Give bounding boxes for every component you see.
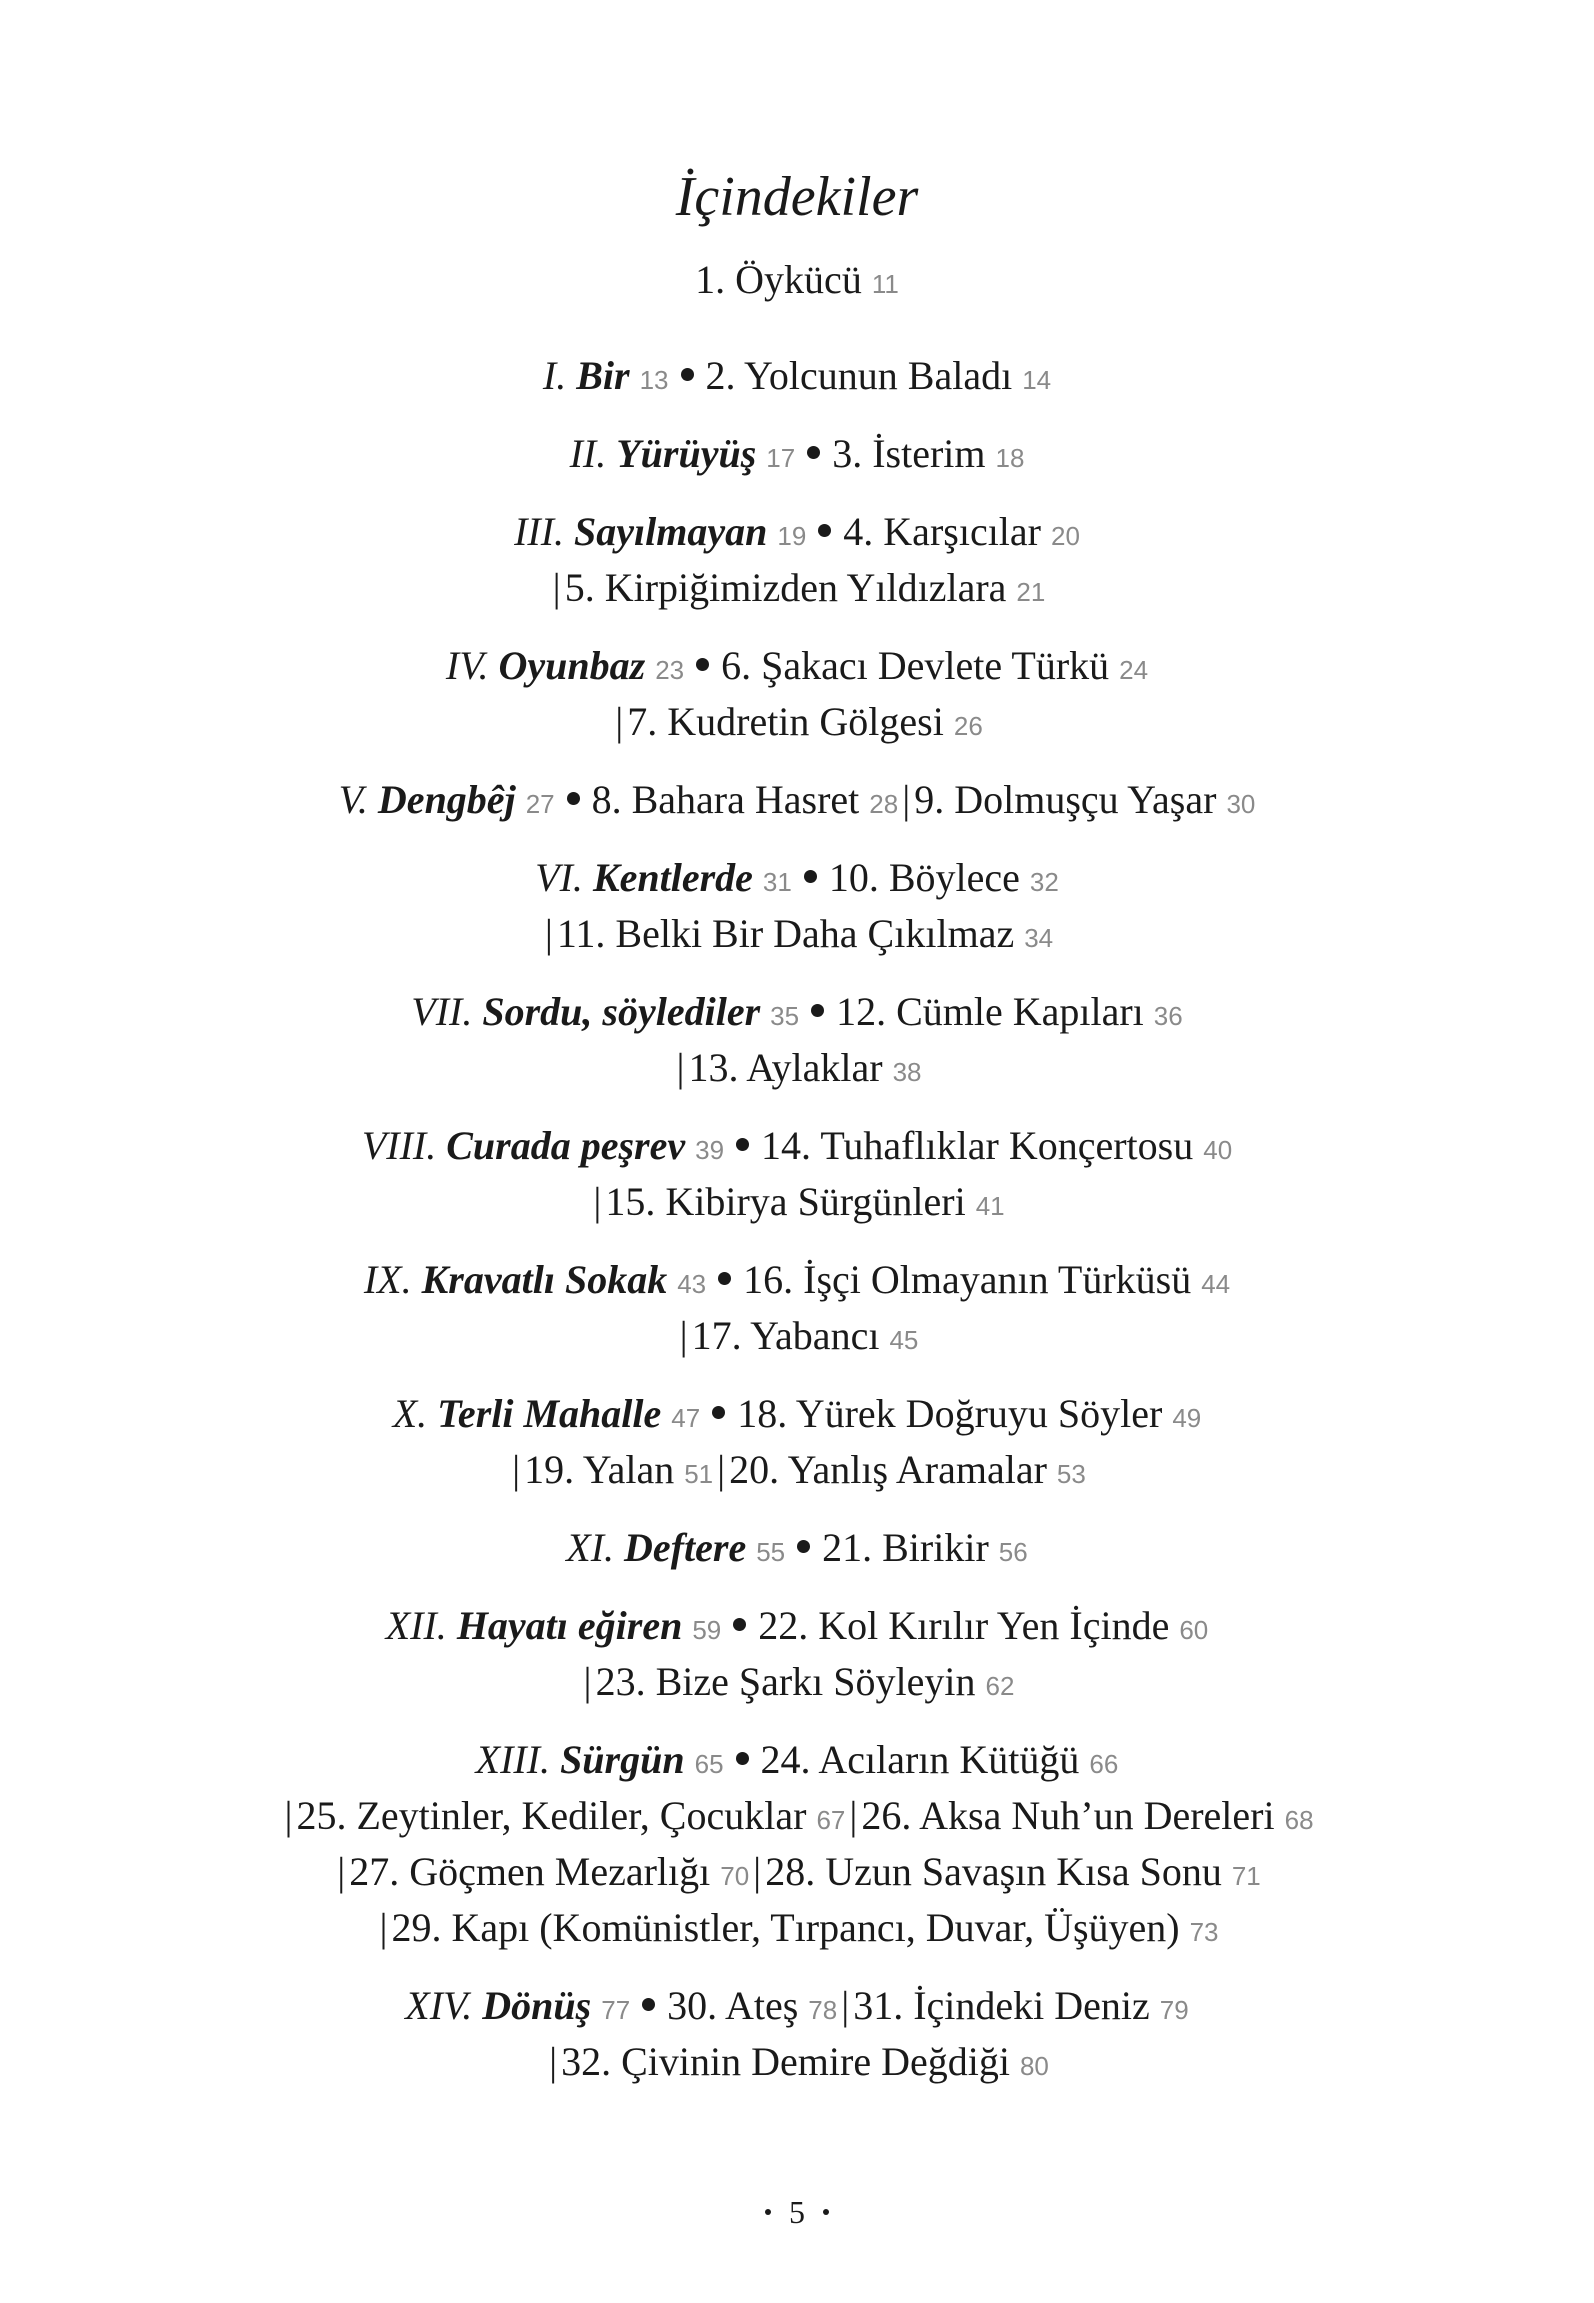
toc-line xyxy=(0,504,1594,564)
toc-entry: 22. Kol Kırılır Yen İçinde 60 xyxy=(758,1603,1209,1648)
page-ref: 30 xyxy=(1226,789,1256,819)
section-heading: IV. Oyunbaz 23 xyxy=(445,643,685,688)
section-heading: II. Yürüyüş 17 xyxy=(569,431,796,476)
bullet-icon xyxy=(712,1406,725,1419)
toc-entry: 11. Belki Bir Daha Çıkılmaz 34 xyxy=(556,911,1054,956)
toc-line xyxy=(0,1788,1594,1848)
page-ref: 32 xyxy=(1029,867,1059,897)
separator: | xyxy=(841,1983,850,2028)
page-ref: 38 xyxy=(892,1057,922,1087)
toc-line xyxy=(0,1654,1594,1714)
separator: | xyxy=(676,1045,685,1090)
bullet-icon xyxy=(736,1138,749,1151)
toc-entry: 31. İçindeki Deniz 79 xyxy=(853,1983,1189,2028)
page-ref: 26 xyxy=(953,711,983,741)
page-ref: 79 xyxy=(1159,1995,1189,2025)
section-heading: IX. Kravatlı Sokak 43 xyxy=(363,1257,707,1302)
toc-entry: 1. Öykücü 11 xyxy=(695,257,899,302)
bullet-icon xyxy=(696,658,709,671)
page-number: 5 xyxy=(789,2194,805,2230)
page-ref: 45 xyxy=(889,1325,919,1355)
toc-entry: 13. Aylaklar 38 xyxy=(688,1045,922,1090)
page-ref: 36 xyxy=(1153,1001,1183,1031)
separator: | xyxy=(849,1793,858,1838)
page-ref: 28 xyxy=(869,789,899,819)
page-ref: 71 xyxy=(1231,1861,1261,1891)
toc-line xyxy=(0,1732,1594,1792)
section-heading: I. Bir 13 xyxy=(542,353,669,398)
toc-entry: 17. Yabancı 45 xyxy=(691,1313,919,1358)
page-ref: 47 xyxy=(671,1403,701,1433)
toc-entry: 29. Kapı (Komünistler, Tırpancı, Duvar, Üşüyen) 73 xyxy=(391,1905,1219,1950)
section-heading: V. Dengbêj 27 xyxy=(338,777,555,822)
toc-entry: 24. Acıların Kütüğü 66 xyxy=(760,1737,1119,1782)
page-ref: 70 xyxy=(720,1861,750,1891)
page-ref: 40 xyxy=(1203,1135,1233,1165)
toc-line xyxy=(0,772,1594,832)
bullet-icon xyxy=(718,1272,731,1285)
bullet-icon xyxy=(642,1998,655,2011)
page-ref: 44 xyxy=(1201,1269,1231,1299)
toc-entry: 16. İşçi Olmayanın Türküsü 44 xyxy=(743,1257,1231,1302)
toc-line xyxy=(0,1040,1594,1100)
toc-entry: 25. Zeytinler, Kediler, Çocuklar 67 xyxy=(296,1793,846,1838)
toc-line xyxy=(0,2034,1594,2094)
page-ref: 11 xyxy=(871,269,899,299)
toc-entry: 5. Kirpiğimizden Yıldızlara 21 xyxy=(564,565,1046,610)
toc-line xyxy=(0,1174,1594,1234)
toc-entry: 23. Bize Şarkı Söyleyin 62 xyxy=(595,1659,1015,1704)
toc-line xyxy=(0,348,1594,408)
section-heading: XIV. Dönüş 77 xyxy=(405,1983,631,2028)
page-folio xyxy=(0,2192,1594,2232)
toc-entry: 26. Aksa Nuh’un Dereleri 68 xyxy=(861,1793,1314,1838)
separator: | xyxy=(512,1447,521,1492)
section-heading: III. Sayılmayan 19 xyxy=(514,509,807,554)
page-ref: 56 xyxy=(998,1537,1028,1567)
toc-line xyxy=(0,1900,1594,1960)
page-ref: 18 xyxy=(995,443,1025,473)
toc-entry: 2. Yolcunun Baladı 14 xyxy=(705,353,1052,398)
toc-entry: 19. Yalan 51 xyxy=(524,1447,714,1492)
page-ref: 35 xyxy=(770,1001,800,1031)
section-heading: X. Terli Mahalle 47 xyxy=(392,1391,701,1436)
toc-entry: 14. Tuhaflıklar Konçertosu 40 xyxy=(761,1123,1233,1168)
toc-entry: 15. Kibirya Sürgünleri 41 xyxy=(605,1179,1005,1224)
toc-entry: 6. Şakacı Devlete Türkü 24 xyxy=(721,643,1149,688)
section-heading: VI. Kentlerde 31 xyxy=(535,855,792,900)
section-heading: VII. Sordu, söylediler 35 xyxy=(411,989,800,1034)
toc-line xyxy=(0,1118,1594,1178)
toc-line xyxy=(0,1442,1594,1502)
toc-entry: 10. Böylece 32 xyxy=(828,855,1059,900)
page-ref: 80 xyxy=(1019,2051,1049,2081)
dot-icon xyxy=(823,2209,829,2215)
separator: | xyxy=(544,911,553,956)
separator: | xyxy=(337,1849,346,1894)
toc-line xyxy=(0,638,1594,698)
dot-icon xyxy=(765,2209,771,2215)
toc-line xyxy=(0,1978,1594,2038)
separator: | xyxy=(284,1793,293,1838)
toc-entry: 8. Bahara Hasret 28 xyxy=(591,777,899,822)
page-ref: 51 xyxy=(684,1459,714,1489)
page-ref: 78 xyxy=(808,1995,838,2025)
toc-entry: 7. Kudretin Gölgesi 26 xyxy=(627,699,983,744)
toc-entry: 27. Göçmen Mezarlığı 70 xyxy=(349,1849,750,1894)
toc-entry: 9. Dolmuşçu Yaşar 30 xyxy=(914,777,1256,822)
separator: | xyxy=(717,1447,726,1492)
page-ref: 13 xyxy=(639,365,669,395)
bullet-icon xyxy=(567,792,580,805)
toc-line xyxy=(0,1308,1594,1368)
page-ref: 65 xyxy=(694,1749,724,1779)
toc-entry: 12. Cümle Kapıları 36 xyxy=(836,989,1183,1034)
separator: | xyxy=(615,699,624,744)
toc-entry: 18. Yürek Doğruyu Söyler 49 xyxy=(737,1391,1202,1436)
toc-line xyxy=(0,1386,1594,1446)
page-ref: 14 xyxy=(1022,365,1052,395)
bullet-icon xyxy=(733,1618,746,1631)
page-ref: 23 xyxy=(655,655,685,685)
section-heading: XIII. Sürgün 65 xyxy=(475,1737,724,1782)
separator: | xyxy=(679,1313,688,1358)
section-heading: VIII. Curada peşrev 39 xyxy=(361,1123,725,1168)
page-ref: 55 xyxy=(756,1537,786,1567)
page-ref: 62 xyxy=(985,1671,1015,1701)
page-ref: 41 xyxy=(975,1191,1005,1221)
page-ref: 34 xyxy=(1024,923,1054,953)
toc-entry: 28. Uzun Savaşın Kısa Sonu 71 xyxy=(765,1849,1261,1894)
page-ref: 43 xyxy=(677,1269,707,1299)
separator: | xyxy=(753,1849,762,1894)
toc-line xyxy=(0,850,1594,910)
toc-entry: 4. Karşıcılar 20 xyxy=(843,509,1080,554)
bullet-icon xyxy=(818,524,831,537)
bullet-icon xyxy=(807,446,820,459)
separator: | xyxy=(902,777,911,822)
page-ref: 31 xyxy=(762,867,792,897)
toc-line xyxy=(0,1520,1594,1580)
toc-line xyxy=(0,1252,1594,1312)
page-ref: 77 xyxy=(601,1995,631,2025)
page-ref: 67 xyxy=(816,1805,846,1835)
separator: | xyxy=(583,1659,592,1704)
page-ref: 17 xyxy=(766,443,796,473)
toc-entry: 20. Yanlış Aramalar 53 xyxy=(729,1447,1086,1492)
toc-line xyxy=(0,984,1594,1044)
section-heading: XII. Hayatı eğiren 59 xyxy=(385,1603,722,1648)
toc-line xyxy=(0,426,1594,486)
page-ref: 21 xyxy=(1016,577,1046,607)
bullet-icon xyxy=(681,368,694,381)
page-title: İçindekiler xyxy=(675,166,919,228)
bullet-icon xyxy=(797,1540,810,1553)
toc-line xyxy=(0,1844,1594,1904)
page-ref: 19 xyxy=(777,521,807,551)
bullet-icon xyxy=(804,870,817,883)
page-ref: 39 xyxy=(695,1135,725,1165)
page-ref: 20 xyxy=(1051,521,1080,551)
toc-entry: 3. İsterim 18 xyxy=(832,431,1025,476)
separator: | xyxy=(593,1179,602,1224)
section-heading: XI. Deftere 55 xyxy=(566,1525,786,1570)
page-ref: 27 xyxy=(525,789,555,819)
separator: | xyxy=(379,1905,388,1950)
toc-line xyxy=(0,1598,1594,1658)
page-ref: 68 xyxy=(1284,1805,1314,1835)
separator: | xyxy=(549,2039,558,2084)
toc-line xyxy=(0,560,1594,620)
page-ref: 49 xyxy=(1172,1403,1202,1433)
bullet-icon xyxy=(736,1752,749,1765)
toc-line xyxy=(0,252,1594,312)
page-ref: 53 xyxy=(1056,1459,1086,1489)
page-ref: 59 xyxy=(692,1615,722,1645)
toc-line xyxy=(0,906,1594,966)
page-ref: 60 xyxy=(1179,1615,1209,1645)
bullet-icon xyxy=(811,1004,824,1017)
separator: | xyxy=(552,565,561,610)
toc-entry: 32. Çivinin Demire Değdiği 80 xyxy=(561,2039,1049,2084)
page-ref: 66 xyxy=(1089,1749,1119,1779)
toc-entry: 30. Ateş 78 xyxy=(667,1983,838,2028)
page-ref: 73 xyxy=(1189,1917,1219,1947)
toc-entry: 21. Birikir 56 xyxy=(822,1525,1028,1570)
page-ref: 24 xyxy=(1119,655,1149,685)
toc-line xyxy=(0,694,1594,754)
